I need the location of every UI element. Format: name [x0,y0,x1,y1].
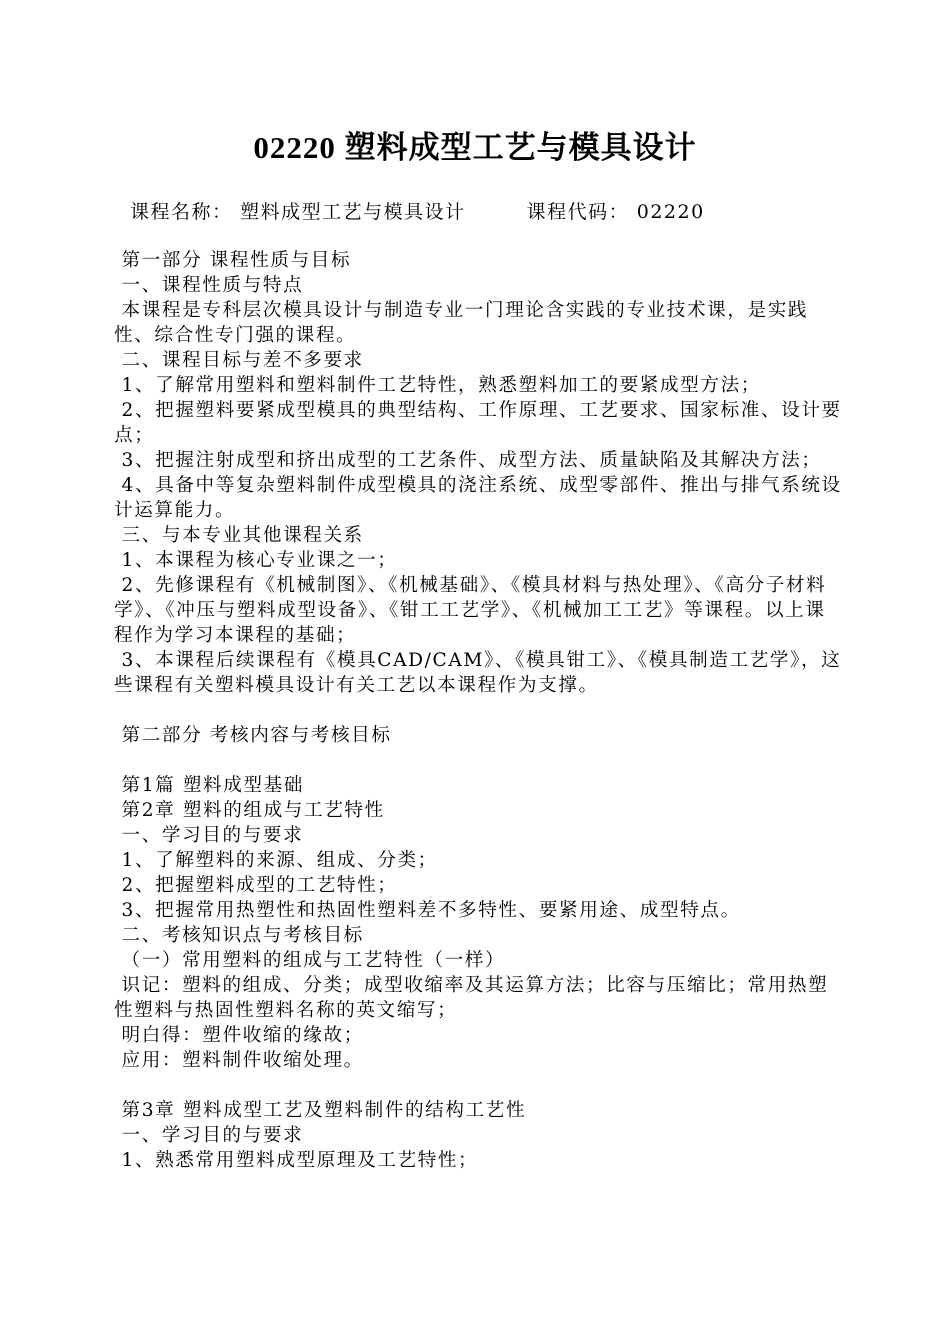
body-paragraph: 明白得：塑件收缩的缘故； [114,1025,364,1046]
body-paragraph: 二、考核知识点与考核目标 [114,925,364,946]
body-paragraph: 第一部分 课程性质与目标 [114,250,352,271]
course-code-value: 02220 [636,201,705,223]
body-paragraph: 2、把握塑料要紧成型模具的典型结构、工作原理、工艺要求、国家标准、设计要点； [114,400,842,446]
blank-line [114,1073,844,1098]
course-meta [130,199,705,225]
body-paragraph: 识记：塑料的组成、分类；成型收缩率及其运算方法；比容与压缩比；常用热塑性塑料与热固性塑料名称的英文缩写； [114,975,829,1021]
body-paragraph: 应用：塑料制件收缩处理。 [114,1050,364,1071]
body-paragraph: 第2章 塑料的组成与工艺特性 [114,800,385,821]
body-paragraph: 一、课程性质与特点 [114,275,304,296]
document-body [114,248,844,1173]
body-paragraph: 第3章 塑料成型工艺及塑料制件的结构工艺性 [114,1100,527,1121]
body-paragraph: 2、把握塑料成型的工艺特性； [114,875,398,896]
body-paragraph: 1、了解常用塑料和塑料制件工艺特性，熟悉塑料加工的要紧成型方法； [114,375,761,396]
body-paragraph: 本课程是专科层次模具设计与制造专业一门理论含实践的专业技术课，是实践性、综合性专门强的课程。 [114,300,809,346]
body-paragraph: （一）常用塑料的组成与工艺特性（一样） [114,950,506,971]
body-paragraph: 1、了解塑料的来源、组成、分类； [114,850,438,871]
document-title: 02220 塑料成型工艺与模具设计 [253,130,697,165]
body-paragraph: 一、学习目的与要求 [114,1125,304,1146]
blank-line [114,698,844,723]
course-name-label: 课程名称： [130,201,233,223]
body-paragraph: 第二部分 考核内容与考核目标 [114,725,392,746]
body-paragraph: 二、课程目标与差不多要求 [114,350,364,371]
body-paragraph: 3、本课程后续课程有《模具CAD/CAM》、《模具钳工》、《模具制造工艺学》，这些课程有关塑料模具设计有关工艺以本课程作为支撑。 [114,650,842,696]
body-paragraph: 4、具备中等复杂塑料制件成型模具的浇注系统、成型零部件、推出与排气系统设计运算能力。 [114,475,842,521]
body-paragraph: 3、把握注射成型和挤出成型的工艺条件、成型方法、质量缺陷及其解决方法； [114,450,822,471]
body-paragraph: 三、与本专业其他课程关系 [114,525,364,546]
body-paragraph: 2、先修课程有《机械制图》、《机械基础》、《模具材料与热处理》、《高分子材料学》、《冲压与塑料成型设备》、《钳工工艺学》、《机械加工工艺》等课程。以上课程作为学习本课程的基础； [114,575,827,646]
course-code-label: 课程代码： [526,201,630,223]
body-paragraph: 第1篇 塑料成型基础 [114,775,305,796]
course-name-value: 塑料成型工艺与模具设计 [240,201,466,223]
body-paragraph: 1、熟悉常用塑料成型原理及工艺特性； [114,1150,479,1171]
body-paragraph: 3、把握常用热塑性和热固性塑料差不多特性、要紧用途、成型特点。 [114,900,741,921]
blank-line [114,748,844,773]
body-paragraph: 1、本课程为核心专业课之一； [114,550,398,571]
body-paragraph: 一、学习目的与要求 [114,825,304,846]
